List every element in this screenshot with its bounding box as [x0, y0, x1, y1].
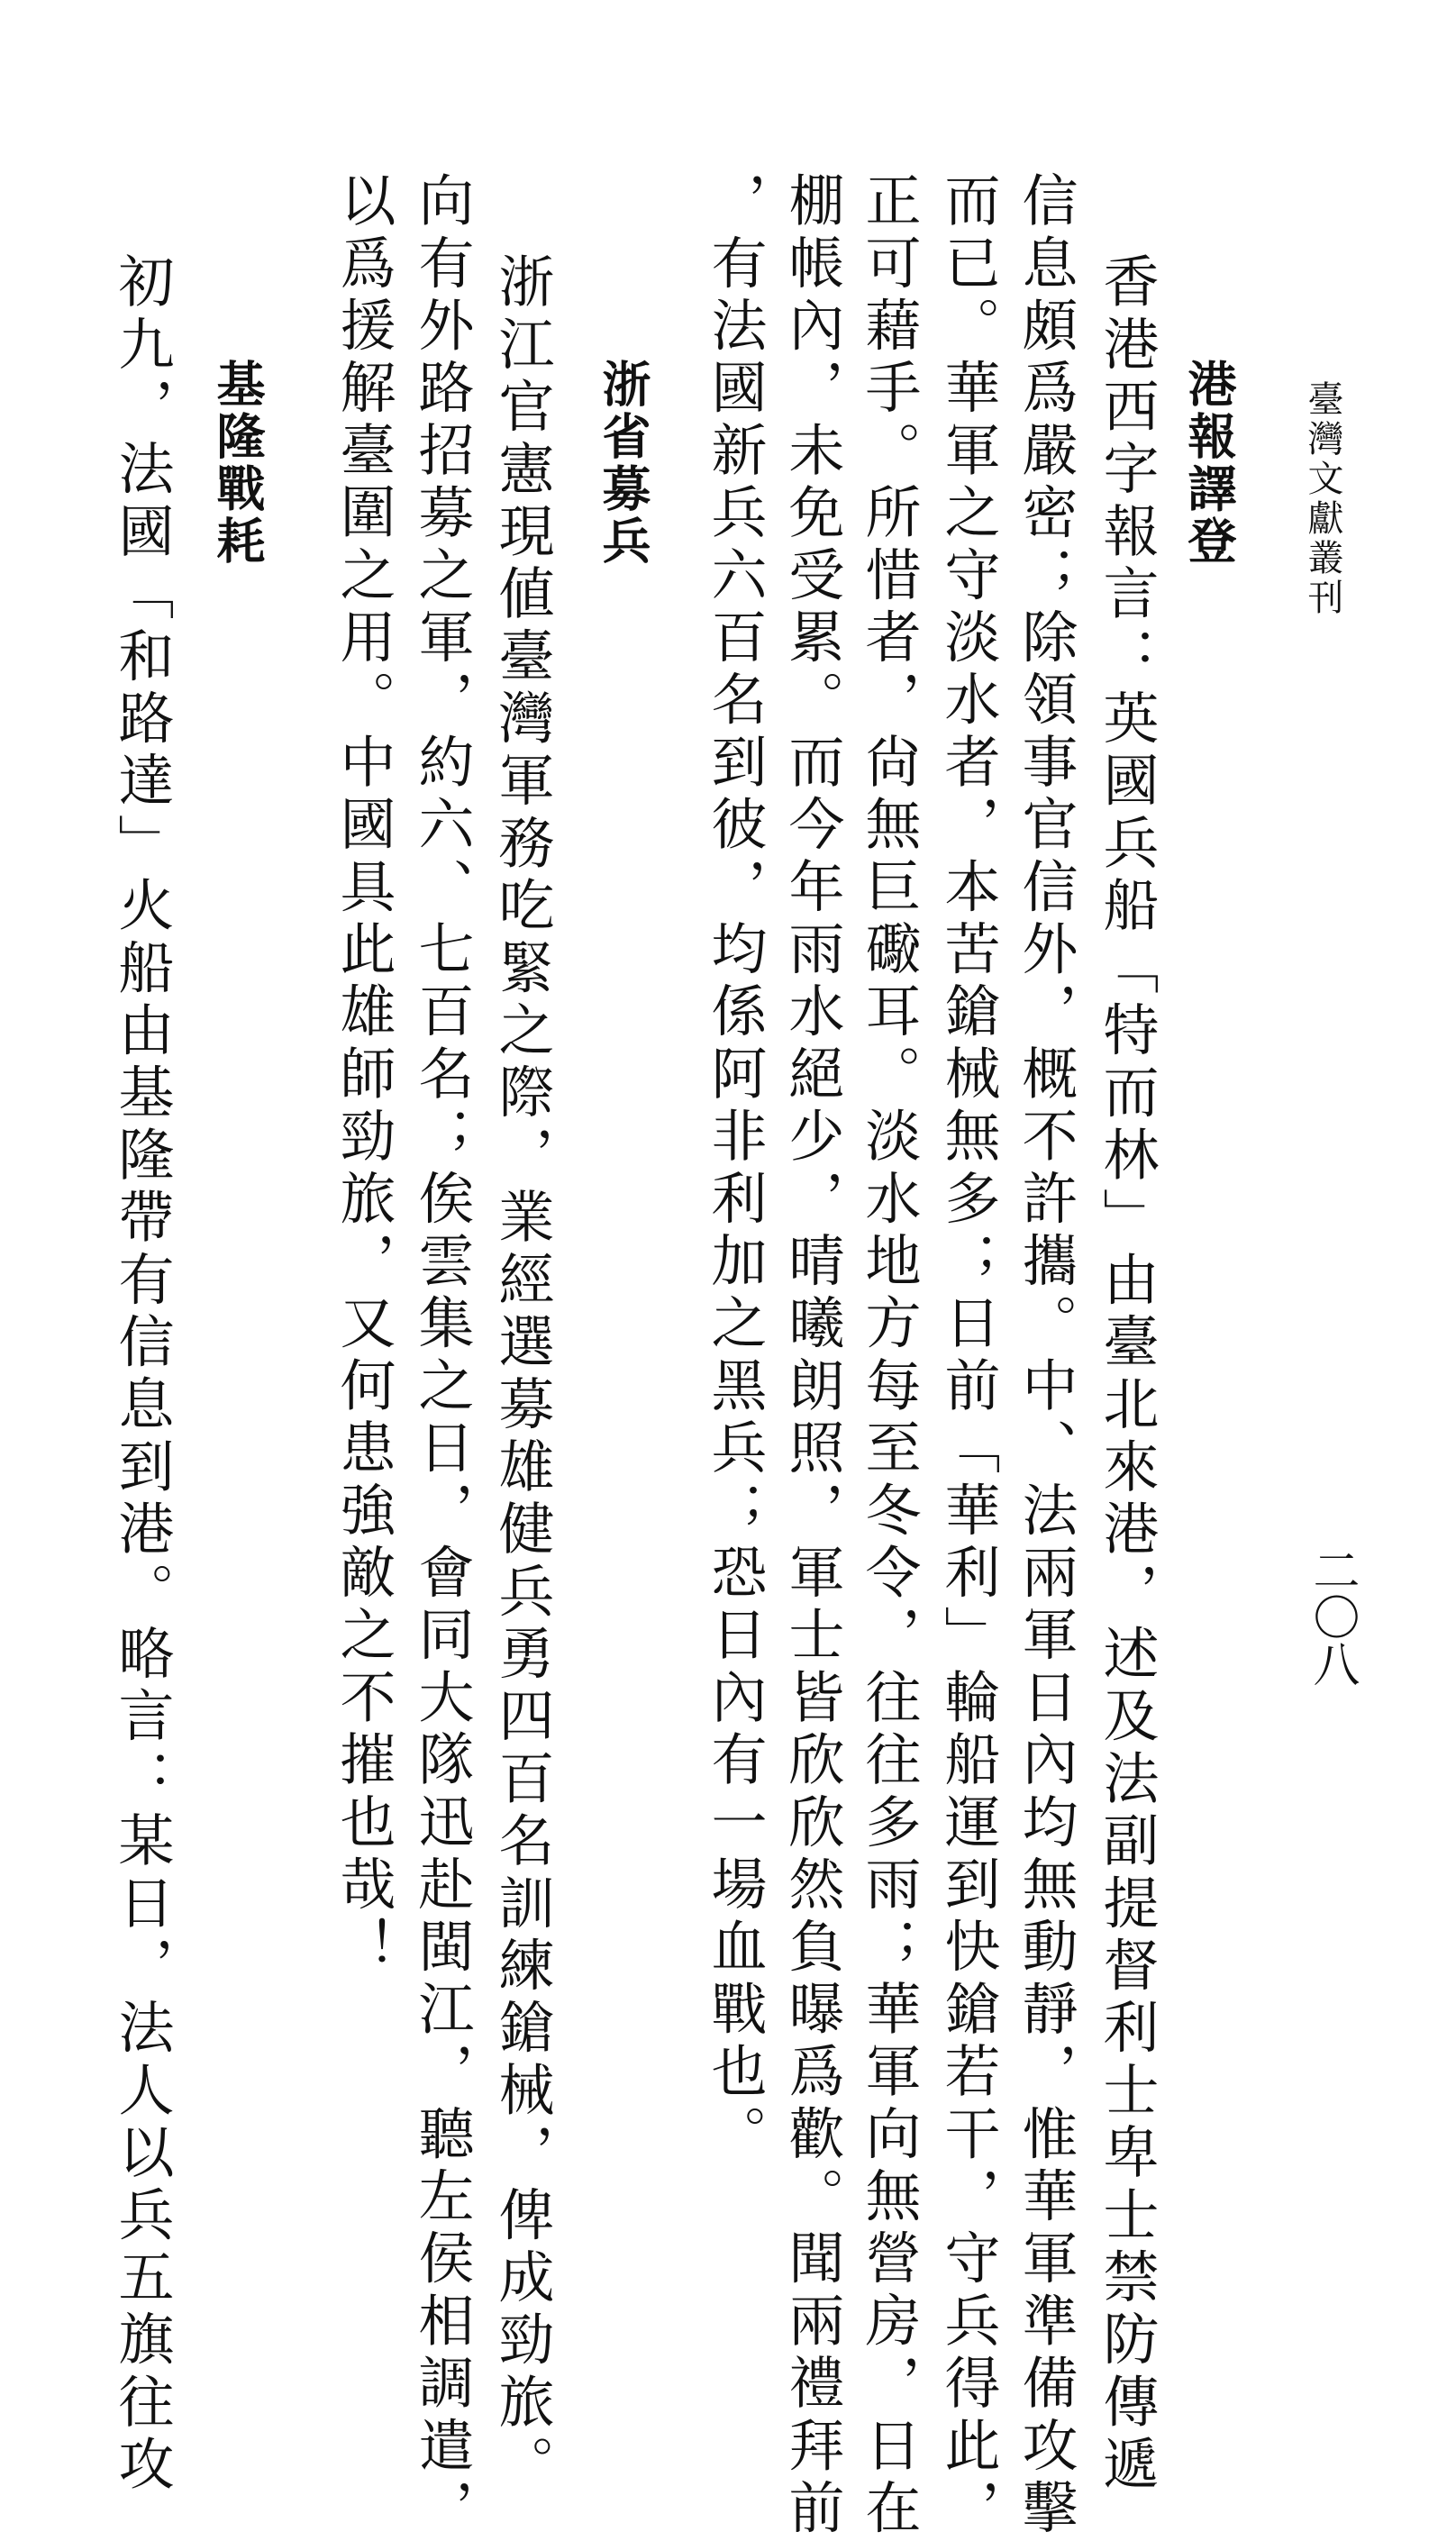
- text-line: 初九，法國「和路達」火船由基隆帶有信息到港。略言：某日，法人以兵五旗往攻: [109, 252, 175, 2498]
- running-head: 臺灣文獻叢刊: [1302, 380, 1343, 618]
- text-line: 浙江官憲現値臺灣軍務吃緊之際，業經選募雄健兵勇四百名訓練鎗械，俾成勁旅。: [489, 252, 555, 2498]
- text-line: 正可藉手。所惜者，尙無巨礮耳。淡水地方每至冬令，往往多雨；華軍向無營房，日在: [856, 171, 922, 2541]
- text-line: 向有外路招募之軍，約六、七百名；俟雲集之日，會同大隊迅赴閩江，聽左侯相調遣，: [409, 171, 475, 2541]
- section-heading: 基隆戰耗: [209, 359, 266, 568]
- section-heading: 浙省募兵: [595, 359, 651, 568]
- text-line: 以爲援解臺圍之用。中國具此雄師勁旅，又何患強敵之不摧也哉！: [331, 171, 396, 1980]
- text-line: 棚帳內，未免受累。而今年雨水絕少，晴曦朗照，軍士皆欣欣然負曝爲歡。聞兩禮拜前: [779, 171, 845, 2541]
- text-line: 香港西字報言：英國兵船「特而林」由臺北來港，述及法副提督利士卑士禁防傳遞: [1094, 252, 1160, 2498]
- text-line: 信息頗爲嚴密；除領事官信外，概不許攜。中、法兩軍日內均無動靜，惟華軍準備攻擊: [1013, 171, 1078, 2541]
- text-line: 而已。華軍之守淡水者，本苦鎗械無多；日前「華利」輪船運到快鎗若干，守兵得此，: [935, 171, 1001, 2541]
- section-heading: 港報譯登: [1180, 359, 1237, 568]
- page-number: 二〇八: [1305, 1546, 1359, 1687]
- text-line: ，有法國新兵六百名到彼，均係阿非利加之黑兵；恐日內有一場血戰也。: [702, 171, 768, 2167]
